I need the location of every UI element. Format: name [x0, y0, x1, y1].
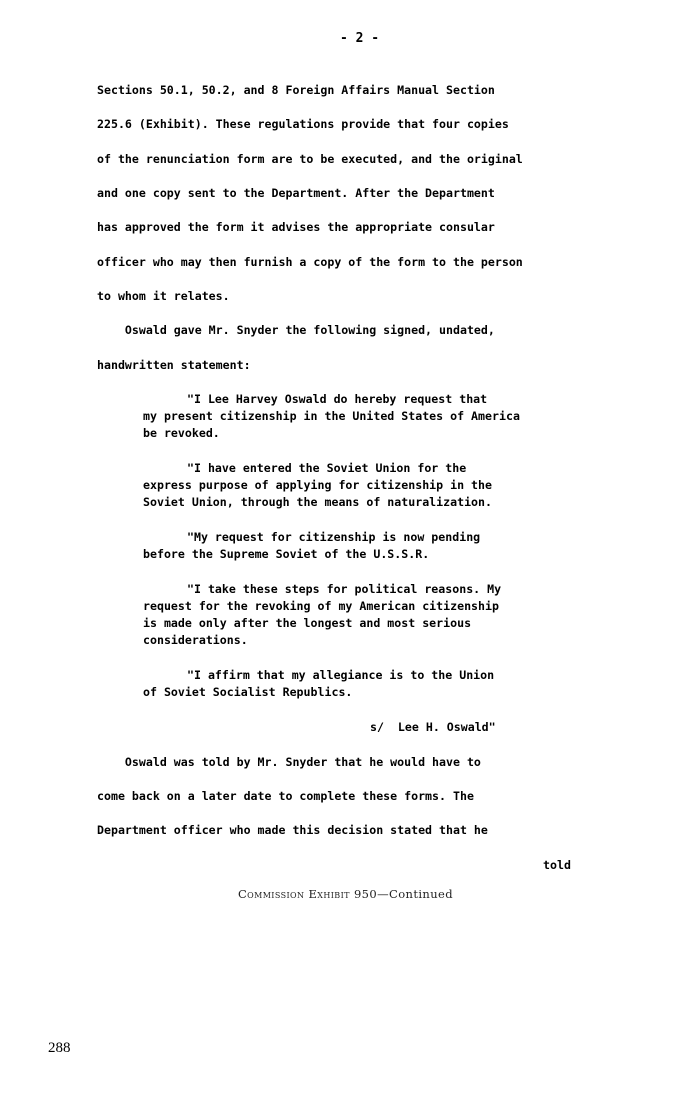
quote-line: Soviet Union, through the means of naturalization. — [143, 495, 493, 509]
quote-line: "I affirm that my allegiance is to the Union — [187, 668, 495, 682]
text-line: Oswald was told by Mr. Snyder that he would have to — [97, 755, 481, 769]
quote-line: considerations. — [143, 633, 248, 647]
text-line: handwritten statement: — [97, 358, 251, 372]
text-line: and one copy sent to the Department. After the Department — [97, 186, 495, 200]
quote-line: express purpose of applying for citizenship in the — [143, 478, 493, 492]
text-line: come back on a later date to complete these forms. The — [97, 789, 474, 803]
quote-line: "I take these steps for political reasons. My — [187, 582, 502, 596]
text-line: Oswald gave Mr. Snyder the following signed, undated, — [97, 323, 495, 337]
quote-line: "I Lee Harvey Oswald do hereby request that — [187, 392, 488, 406]
text-line: to whom it relates. — [97, 289, 230, 303]
quote-line: before the Supreme Soviet of the U.S.S.R. — [143, 547, 430, 561]
quote-line: of Soviet Socialist Republics. — [143, 685, 353, 699]
quote-line: is made only after the longest and most serious — [143, 616, 472, 630]
quote-line: be revoked. — [143, 426, 220, 440]
caption-number: 950—Continued — [353, 887, 454, 901]
folio-page-number: 288 — [48, 1040, 71, 1056]
page-number: - 2 - — [340, 31, 380, 46]
text-line: Sections 50.1, 50.2, and 8 Foreign Affairs Manual Section — [97, 83, 495, 97]
quote-line: my present citizenship in the United States of America — [143, 409, 520, 423]
text-line: has approved the form it advises the appropriate consular — [97, 220, 495, 234]
exhibit-caption — [0, 887, 691, 901]
text-line: 225.6 (Exhibit). These regulations provide that four copies — [97, 117, 509, 131]
quote-line: request for the revoking of my American citizenship — [143, 599, 499, 613]
text-line: of the renunciation form are to be executed, and the original — [97, 152, 523, 166]
quote-line: "I have entered the Soviet Union for the — [187, 461, 467, 475]
catchword: told — [543, 858, 571, 872]
quote-line: "My request for citizenship is now pending — [187, 530, 481, 544]
text-line: officer who may then furnish a copy of the form to the person — [97, 255, 523, 269]
text-line: Department officer who made this decision stated that he — [97, 823, 488, 837]
caption-exhibit: Exhibit — [308, 887, 350, 901]
signature-line: s/ Lee H. Oswald" — [370, 720, 496, 734]
caption-commission: Commission — [237, 887, 305, 901]
